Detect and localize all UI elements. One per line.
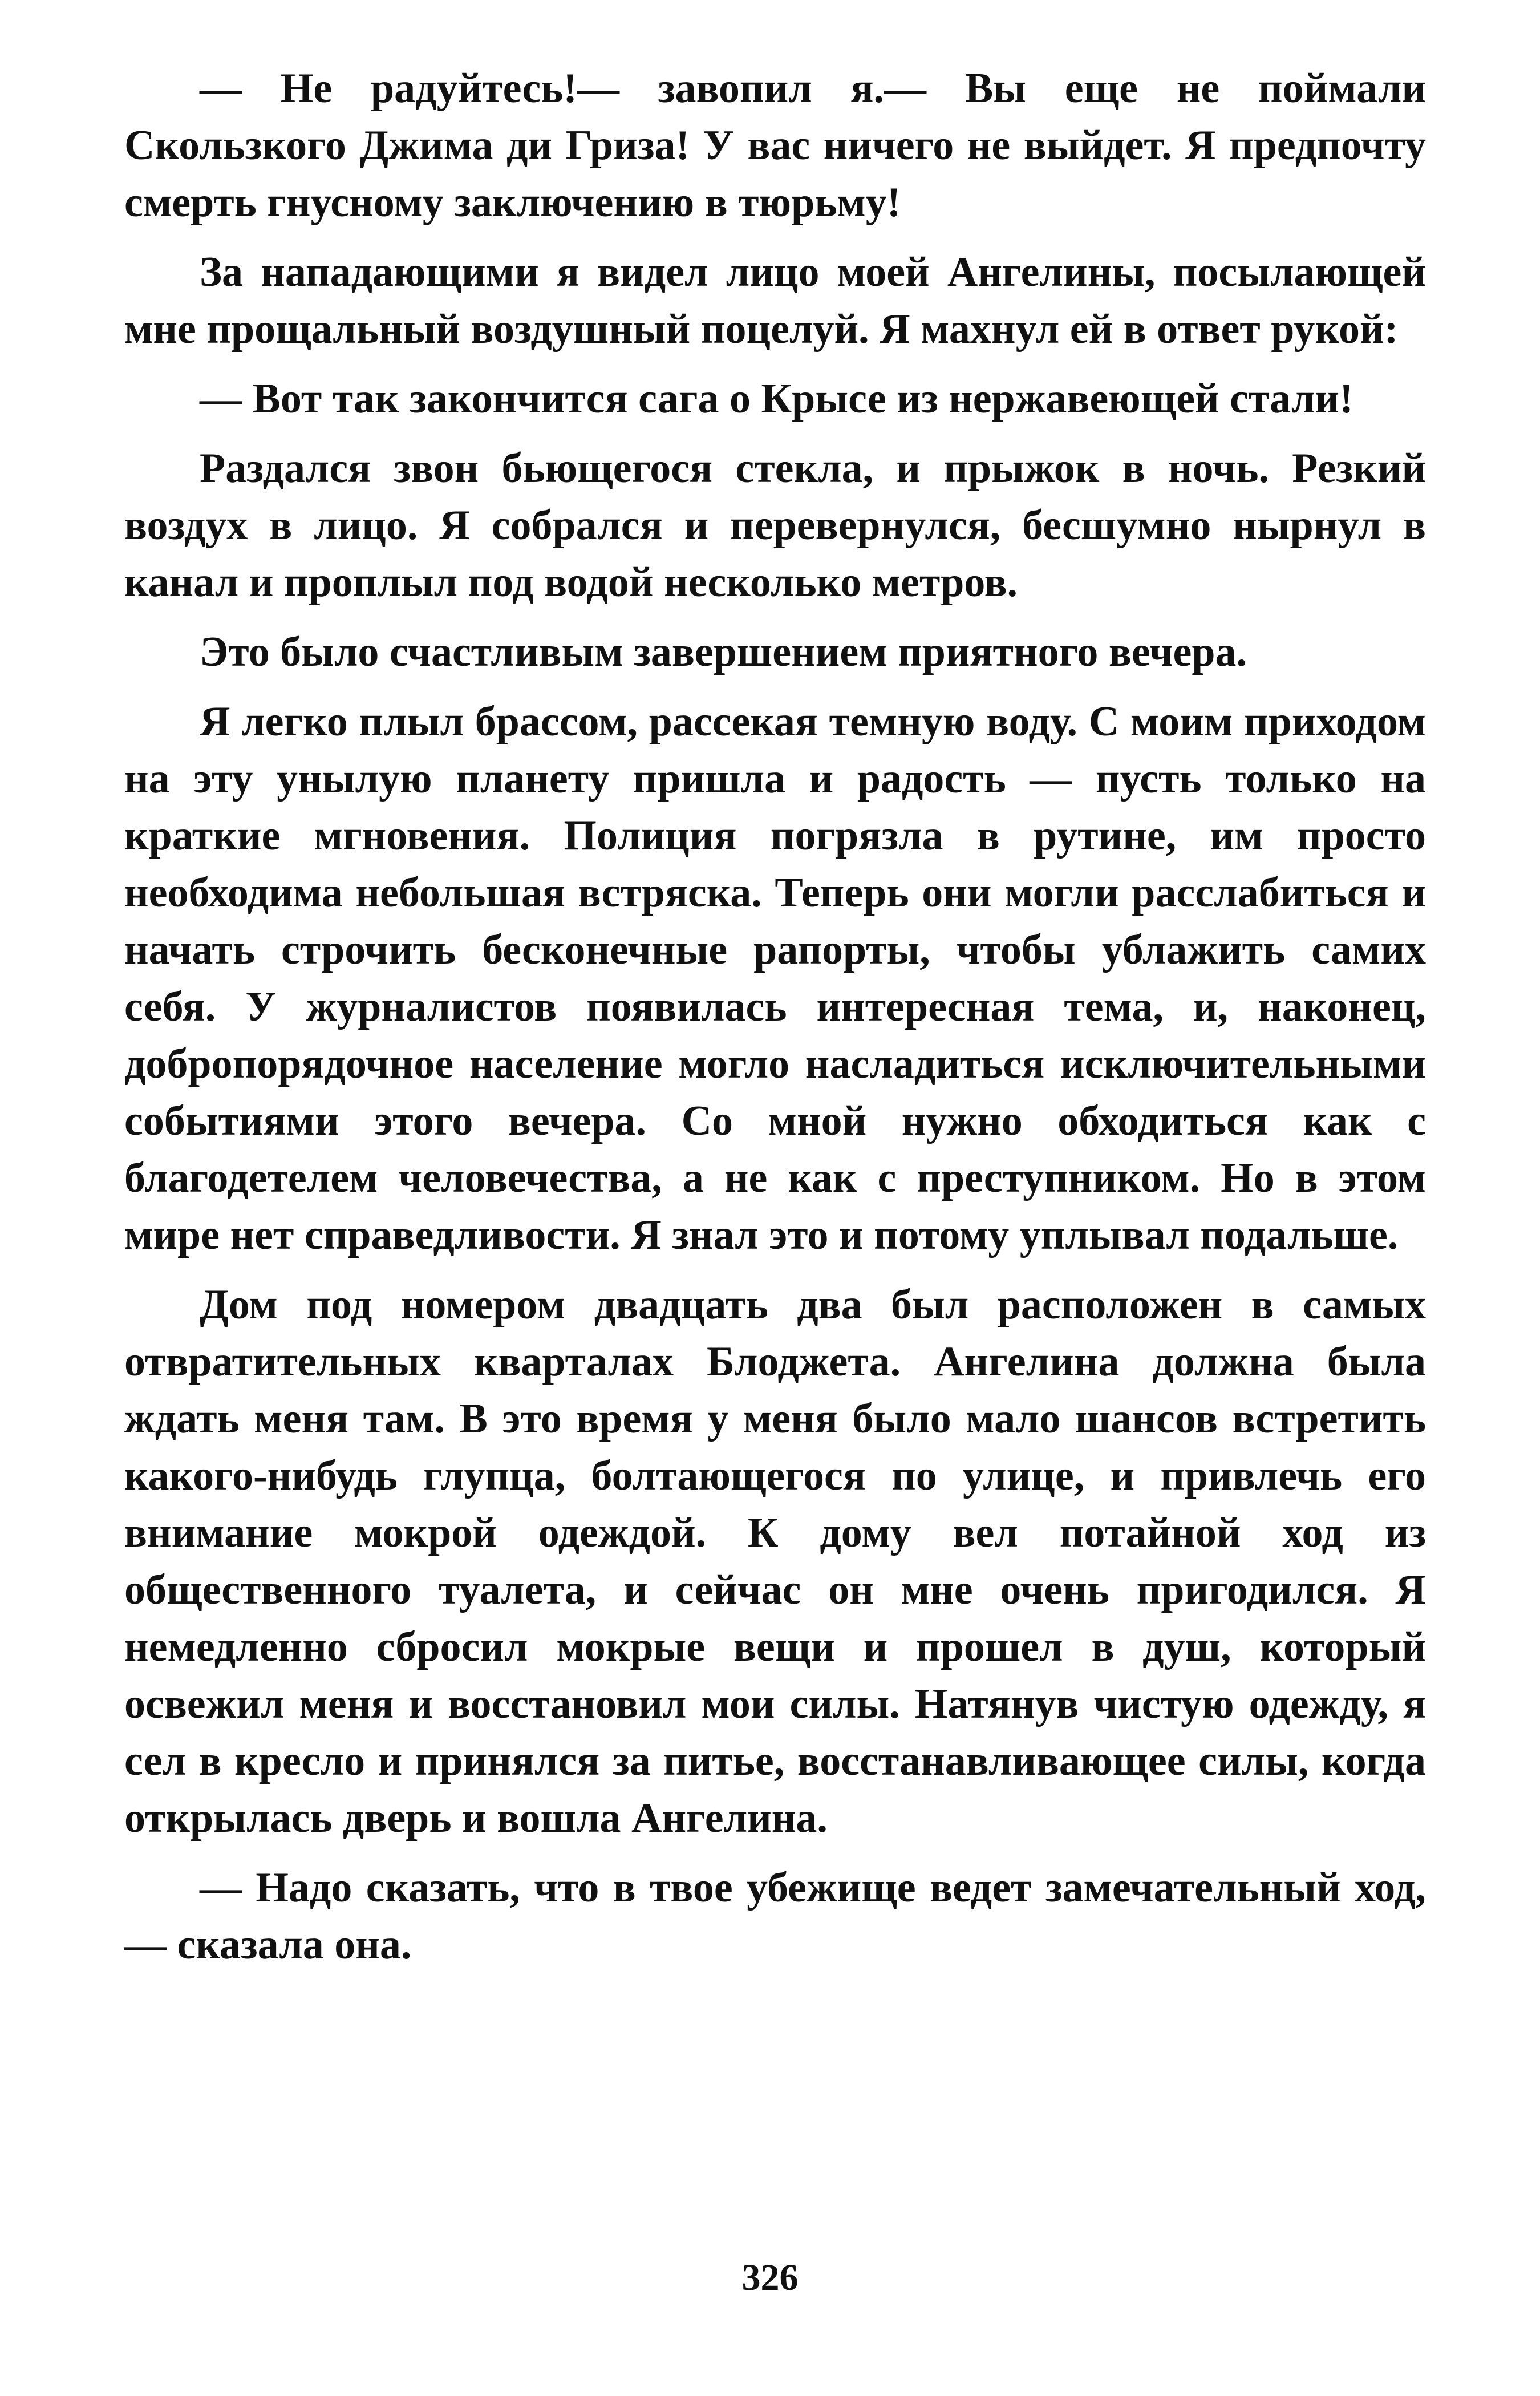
page-text (124, 60, 1426, 1973)
page-number: 326 (741, 2257, 799, 2298)
paragraph: — Надо сказать, что в твое убежище ведет замечательный ход, — сказала она. (124, 1864, 1426, 1968)
paragraph: Это было счастливым завершением приятного вечера. (200, 629, 1247, 675)
paragraph: — Не радуйтесь!— завопил я.— Вы еще не поймали Скользкого Джима ди Гриза! У вас ничего не выйдет. Я предпочту смерть гнусному заключению в тюрьму! (124, 65, 1426, 226)
paragraph: За нападающими я видел лицо моей Ангелины, посылающей мне прощальный воздушный поцелуй. Я махнул ей в ответ рукой: (124, 249, 1426, 353)
paragraph: Дом под номером двадцать два был расположен в самых отвратительных кварталах Блоджета. Ангелина должна была ждать меня там. В это время у меня было мало шансов встретить какого-нибудь глупца, болтающегося по улице, и привлечь его внимание мокрой одеждой. К дому вел потайной ход из общественного туалета, и сейчас он мне очень пригодился. Я немедленно сбросил мокрые вещи и прошел в душ, который освежил меня и восстановил мои силы. Натянув чистую одежду, я сел в кресло и принялся за питье, восстанавливающее силы, когда открылась дверь и вошла Ангелина. (124, 1281, 1426, 1841)
paragraph: — Вот так закончится сага о Крысе из нержавеющей стали! (200, 375, 1353, 422)
paragraph: Раздался звон бьющегося стекла, и прыжок в ночь. Резкий воздух в лицо. Я собрался и перевернулся, бесшумно нырнул в канал и проплыл под водой несколько метров. (124, 445, 1426, 606)
paragraph: Я легко плыл брассом, рассекая темную воду. С моим приходом на эту унылую планету пришла и радость — пусть только на краткие мгновения. Полиция погрязла в рутине, им просто необходима небольшая встряска. Теперь они могли расслабиться и начать строчить бесконечные рапорты, чтобы ублажить самих себя. У журналистов появилась интересная тема, и, наконец, добропорядочное население могло насладиться исключительными событиями этого вечера. Со мной нужно обходиться как с благодетелем человечества, а не как с преступником. Но в этом мире нет справедливости. Я знал это и потому уплывал подальше. (124, 698, 1426, 1258)
